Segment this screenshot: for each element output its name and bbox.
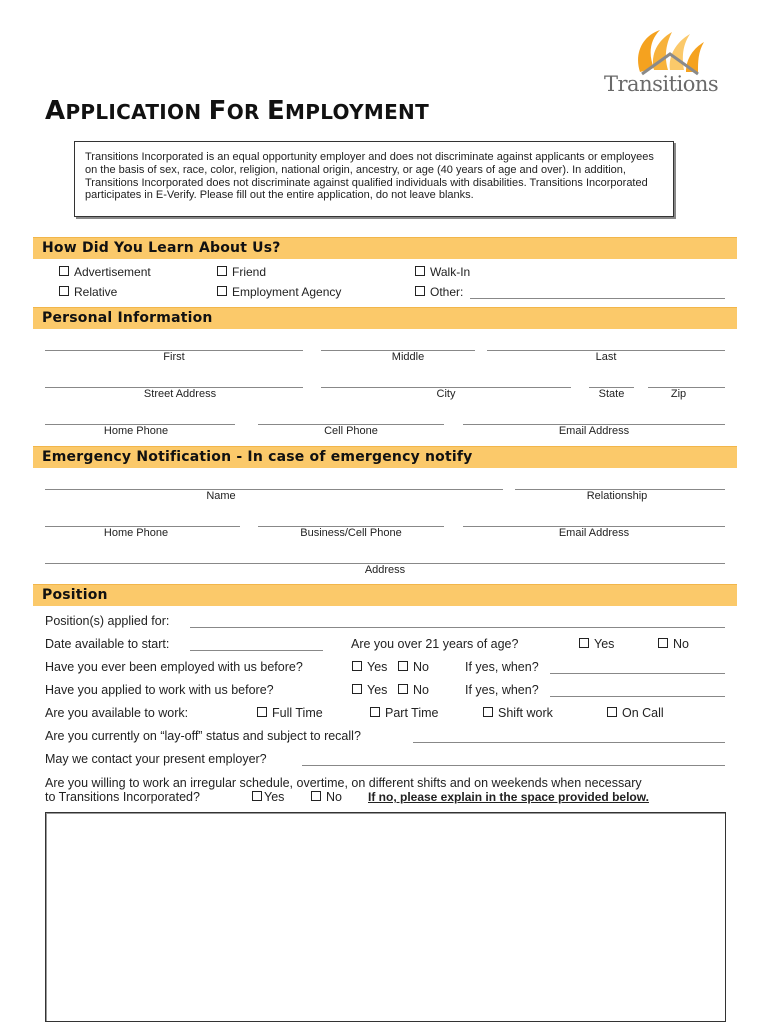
over21-label: Are you over 21 years of age? [351,637,519,651]
applied-before-yes-checkbox[interactable] [352,684,362,694]
emergency-home-phone-caption: Home Phone [103,527,169,539]
emergency-address-caption: Address [364,564,406,576]
zip-caption: Zip [670,388,687,400]
irregular-yes-label: Yes [264,790,285,804]
employed-before-yes-checkbox[interactable] [352,661,362,671]
positions-applied-line[interactable] [190,627,725,628]
explain-instruction: If no, please explain in the space provided below. [368,790,649,804]
middle-caption: Middle [391,351,425,363]
emergency-name-caption: Name [206,490,236,502]
irregular-no-label: No [326,790,342,804]
cell-phone-caption: Cell Phone [324,425,378,437]
employed-when-label: If yes, when? [465,660,539,674]
applied-before-label: Have you applied to work with us before? [45,683,274,697]
irregular-schedule-label-1: Are you willing to work an irregular schedule, overtime, on different shifts and on weekends when necessary [45,776,642,790]
irregular-schedule-label-2: to Transitions Incorporated? [45,790,200,804]
street-address-caption: Street Address [143,388,217,400]
over21-yes-checkbox[interactable] [579,638,589,648]
walk-in-label: Walk-In [430,265,471,279]
advertisement-checkbox[interactable] [59,266,69,276]
section-header-emergency: Emergency Notification - In case of emergency notify [33,446,737,468]
layoff-label: Are you currently on “lay-off” status and subject to recall? [45,729,361,743]
positions-applied-label: Position(s) applied for: [45,614,170,628]
home-phone-caption: Home Phone [103,425,169,437]
relationship-caption: Relationship [586,490,648,502]
section-header-learn: How Did You Learn About Us? [33,237,737,259]
relative-checkbox[interactable] [59,286,69,296]
logo-text: Transitions [604,72,719,96]
irregular-no-checkbox[interactable] [311,791,321,801]
over21-yes-label: Yes [594,637,615,651]
date-available-line[interactable] [190,650,323,651]
friend-label: Friend [232,265,267,279]
employed-when-line[interactable] [550,673,725,674]
employed-before-no-label: No [413,660,429,674]
part-time-checkbox[interactable] [370,707,380,717]
section-header-position: Position [33,584,737,606]
applied-before-yes-label: Yes [367,683,388,697]
layoff-line[interactable] [413,742,725,743]
page-title: APPLICATION FOR EMPLOYMENT [45,96,430,126]
first-caption: First [163,351,185,363]
applied-when-label: If yes, when? [465,683,539,697]
over21-no-label: No [673,637,689,651]
eeo-notice: Transitions Incorporated is an equal opportunity employer and does not discriminate against applicants or employees on the basis of sex, race, color, religion, national origin, ancestry, or age (40 years of age and over). In addition, Transitions Incorporated does not discriminate against qualified individuals with disabilities. Transitions Incorporated participates in E-Verify. Please fill out the entire application, do not leave blanks. [74,141,674,217]
advertisement-label: Advertisement [74,265,151,279]
irregular-yes-checkbox[interactable] [252,791,262,801]
emergency-email-caption: Email Address [558,527,630,539]
contact-employer-label: May we contact your present employer? [45,752,267,766]
employment-agency-checkbox[interactable] [217,286,227,296]
date-available-label: Date available to start: [45,637,170,651]
other-input-line[interactable] [470,298,725,299]
applied-before-no-label: No [413,683,429,697]
other-checkbox[interactable] [415,286,425,296]
available-label: Are you available to work: [45,706,189,720]
relative-label: Relative [74,285,118,299]
full-time-label: Full Time [272,706,323,720]
on-call-checkbox[interactable] [607,707,617,717]
state-caption: State [598,388,625,400]
over21-no-checkbox[interactable] [658,638,668,648]
employed-before-label: Have you ever been employed with us before? [45,660,303,674]
employed-before-no-checkbox[interactable] [398,661,408,671]
applied-before-no-checkbox[interactable] [398,684,408,694]
city-caption: City [436,388,456,400]
email-caption: Email Address [558,425,630,437]
other-label: Other: [430,285,464,299]
shift-work-label: Shift work [498,706,553,720]
part-time-label: Part Time [385,706,439,720]
friend-checkbox[interactable] [217,266,227,276]
emergency-business-phone-caption: Business/Cell Phone [300,527,402,539]
contact-employer-line[interactable] [302,765,725,766]
full-time-checkbox[interactable] [257,707,267,717]
last-caption: Last [595,351,617,363]
explanation-textarea[interactable] [45,812,726,1022]
on-call-label: On Call [622,706,664,720]
employed-before-yes-label: Yes [367,660,388,674]
section-header-personal: Personal Information [33,307,737,329]
employment-agency-label: Employment Agency [232,285,342,299]
shift-work-checkbox[interactable] [483,707,493,717]
applied-when-line[interactable] [550,696,725,697]
walk-in-checkbox[interactable] [415,266,425,276]
